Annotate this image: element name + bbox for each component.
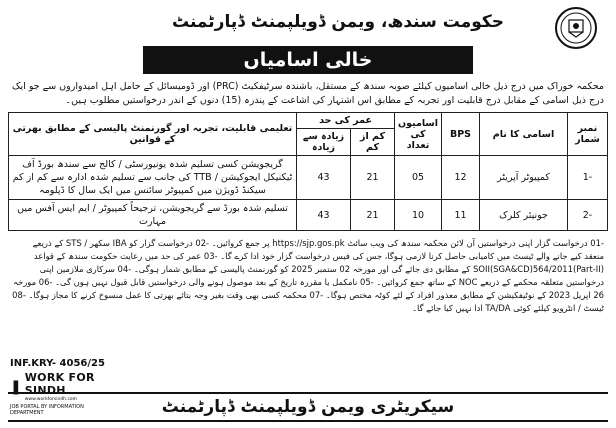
cell-qualification: تسلیم شدہ بورڈ سے گریجویشن، ترجیحاً کمپیوٹر / ایم ایس آفس میں مہارت: [9, 200, 297, 231]
col-header-bps: BPS: [442, 113, 480, 156]
instructions-paragraph: -01 درخواست گزار اپنی درخواستیں آن لائن محکمہ سندھ کی ویب سائٹ https://sjp.gos.pk پر جمع کروائیں۔ -02 درخواست گزار کو IBA سکھر / STS کے ذریعے منعقد کیے جانے والے ٹیسٹ میں کامیابی حاصل کرنا لازمی ہوگا، جس کی فیس درخواست گزار خود ادا کرے گا۔ -03 عمر کی حد میں رعایت حکومت سندھ کے قواعد SOII(SGA&CD)564/2011(Part-II) کے مطابق دی جائے گی اور مورخہ 02 ستمبر 2025 کو گورنمنٹ پالیسی کے مطابق شمار ہوگی۔ -04 سرکاری ملازمین اپنی درخواستیں متعلقہ محکمے کے ذریعے NOC کے ساتھ جمع کروائیں۔ -05 نامکمل یا مقررہ تاریخ کے بعد موصول ہونے والی درخواستیں قابل قبول نہیں ہوں گی۔ -06 مورخہ 26 اپریل 2023 کے نوٹیفکیشن کے مطابق معذور افراد کے لئے کوٹہ مختص ہوگا۔ -07 محکمہ کسی بھی وقت بغیر وجہ بتائے بھرتی کا عمل منسوخ کرنے کا مجاز ہوگا۔ -08 ٹیسٹ / انٹرویو کیلئے کوئی TA/DA ادا نہیں کیا جائے گا۔: [12, 238, 604, 313]
footer-signature: سیکریٹری ویمن ڈویلپمنٹ ڈپارٹمنٹ: [8, 392, 608, 422]
intro-paragraph: محکمہ خوراک میں درج ذیل خالی اسامیوں کیلئے صوبہ سندھ کے مستقل، باشندہ سرٹیفکیٹ (PRC) اور ڈومیسائل کے حامل اہل امیدواروں سے جو ایک درج ذیل اسامی کے مقابل درج قابلیت اور تجربہ کے مطابق اس اشتہار کی اشاعت کے پندرہ (15) دنوں کے اندر درخواستیں مطلوب ہیں۔: [12, 81, 604, 106]
cell-min-age: 21: [351, 156, 395, 200]
cell-qualification: گریجویشن کسی تسلیم شدہ یونیورسٹی / کالج سے سندھ بورڈ آف ٹیکنیکل ایجوکیشن / TTB کی جانب سے تسلیم شدہ ادارہ سے کم از کم سیکنڈ ڈویژن میں کمپیوٹر سائنس میں ایک سال کا ڈپلومہ: [9, 156, 297, 200]
col-header-age-min: کم از کم: [351, 129, 395, 156]
cell-max-age: 43: [297, 156, 351, 200]
cell-sno: -1: [568, 156, 608, 200]
col-header-qualification: تعلیمی قابلیت، تجربہ اور گورنمنٹ پالیسی کے مطابق بھرتی کے قوانین: [9, 113, 297, 156]
col-header-post: اسامی کا نام: [480, 113, 568, 156]
work-for-sindh-logo-icon: ❚: [10, 378, 22, 395]
cell-max-age: 43: [297, 200, 351, 231]
table-row: [9, 156, 608, 200]
table-header-row: [9, 113, 608, 129]
cell-sno: -2: [568, 200, 608, 231]
cell-bps: 12: [442, 156, 480, 200]
department-title: حکومت سندھ، ویمن ڈویلپمنٹ ڈپارٹمنٹ: [171, 12, 505, 32]
government-seal-icon: [554, 6, 598, 50]
cell-min-age: 21: [351, 200, 395, 231]
portal-text: JOB PORTAL BY INFORMATION DEPARTMENT: [10, 404, 84, 416]
info-number: INF.KRY- 4056/25: [10, 358, 105, 369]
col-header-age: عمر کی حد: [297, 113, 395, 129]
col-header-sno: نمبر شمار: [568, 113, 608, 156]
cell-bps: 11: [442, 200, 480, 231]
vacancies-heading: خالی اسامیاں: [143, 46, 473, 74]
vacancies-table: [8, 112, 608, 231]
cell-post: کمپیوٹر آپریٹر: [480, 156, 568, 200]
header: [8, 4, 608, 44]
cell-post: جونیئر کلرک: [480, 200, 568, 231]
table-row: [9, 200, 608, 231]
cell-count: 05: [395, 156, 442, 200]
logo-text: WORK FOR SINDH: [24, 371, 95, 397]
col-header-count: اسامیوں کی تعداد: [395, 113, 442, 156]
col-header-age-max: زیادہ سے زیادہ: [297, 129, 351, 156]
cell-count: 10: [395, 200, 442, 231]
logo-subtext: www.workforsindh.com: [24, 397, 78, 402]
